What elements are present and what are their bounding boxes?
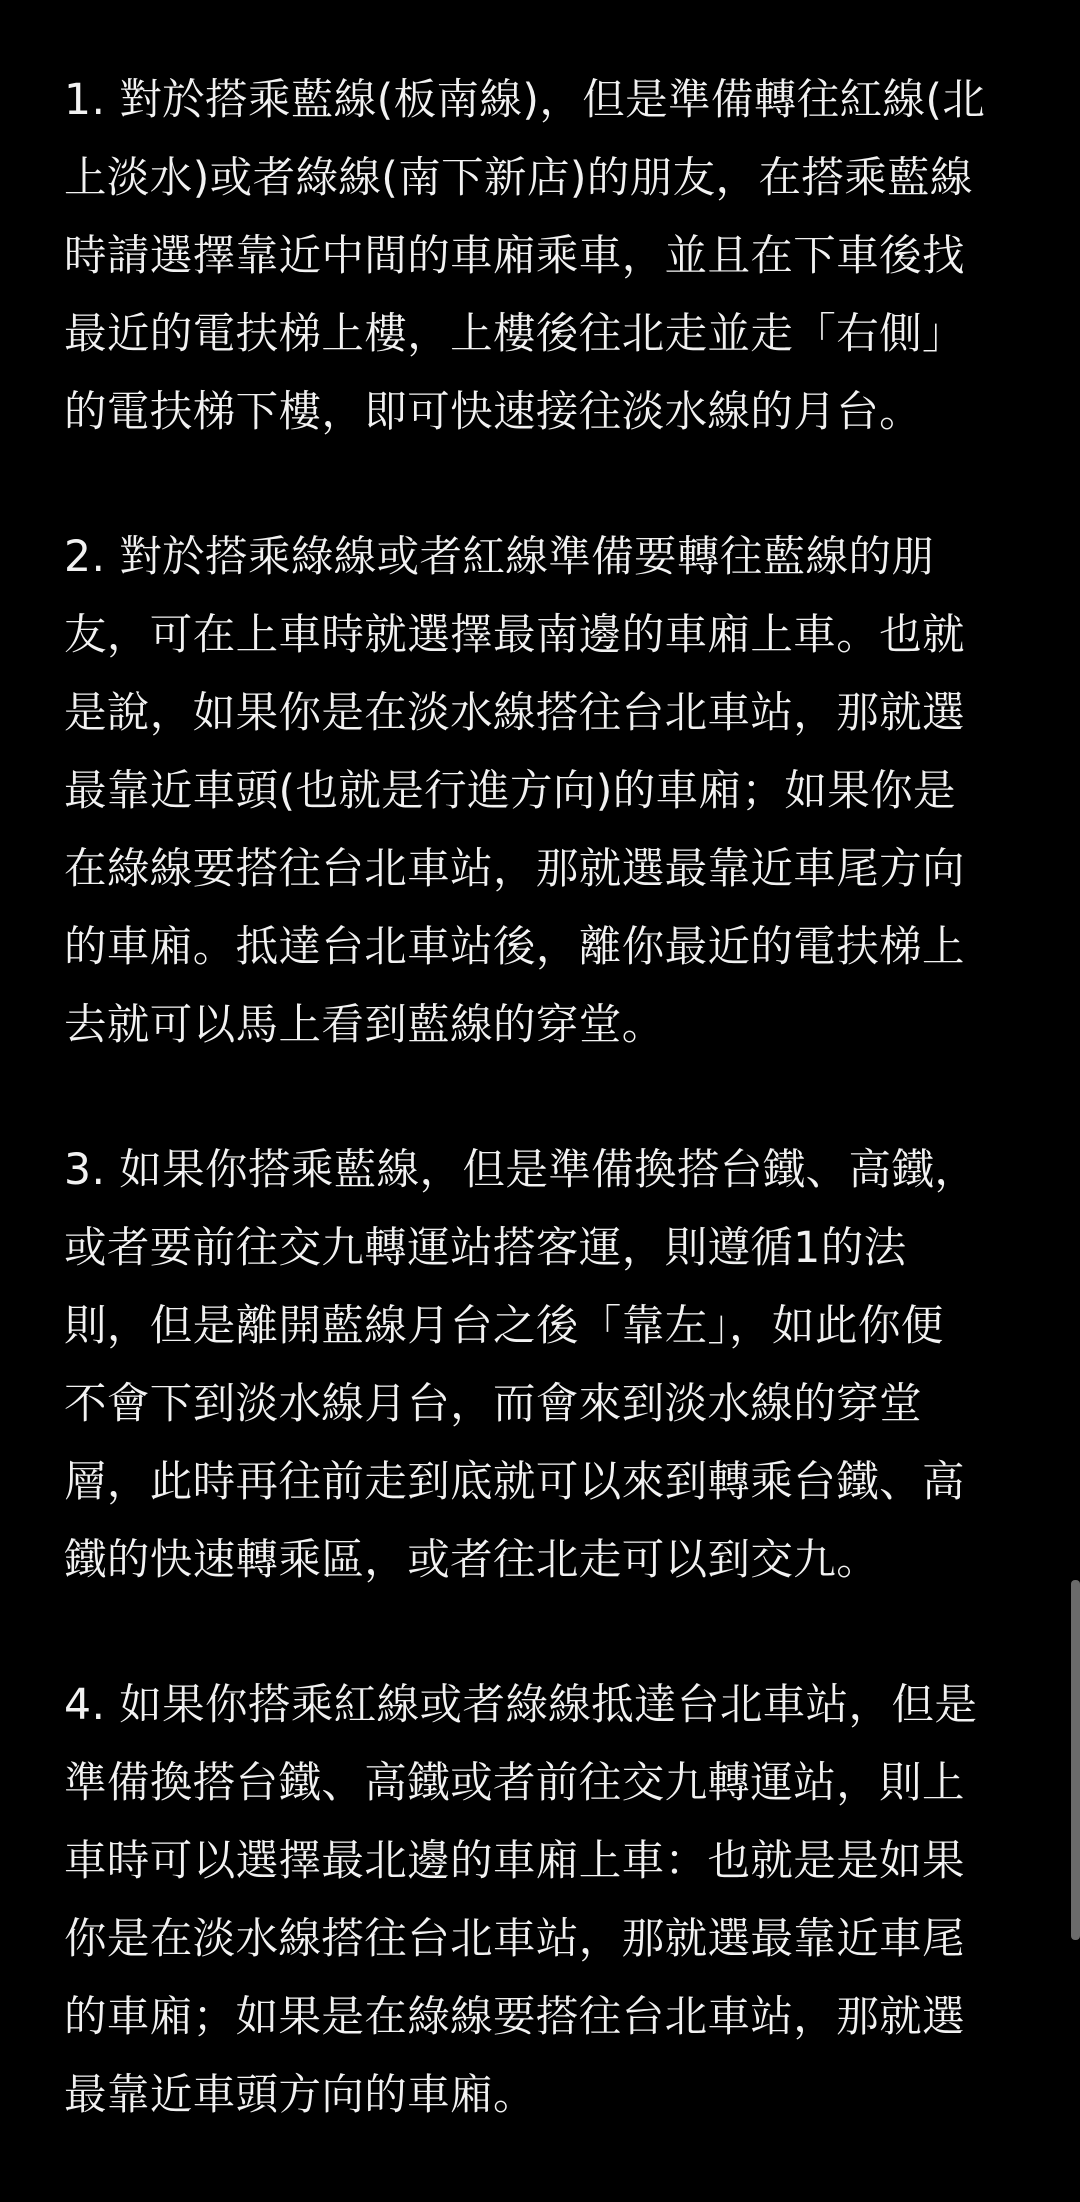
text-line: 你是在淡水線搭往台北車站，那就選最靠近車尾 <box>64 1915 965 1964</box>
paragraph-2 <box>64 519 1024 1065</box>
text-line: 的車廂；如果是在綠線要搭往台北車站，那就選 <box>64 1993 965 2042</box>
text-line: 層，此時再往前走到底就可以來到轉乘台鐵、高 <box>64 1458 965 1507</box>
text-line: 準備換搭台鐵、高鐵或者前往交九轉運站，則上 <box>64 1759 965 1808</box>
text-line: 3. 如果你搭乘藍線，但是準備換搭台鐵、高鐵， <box>64 1146 978 1195</box>
text-line: 或者要前往交九轉運站搭客運，則遵循1的法 <box>64 1224 907 1273</box>
text-line: 1. 對於搭乘藍線(板南線)，但是準備轉往紅線(北 <box>64 76 986 125</box>
text-line: 2. 對於搭乘綠線或者紅線準備要轉往藍線的朋 <box>64 533 935 582</box>
text-line: 去就可以馬上看到藍線的穿堂。 <box>64 1001 665 1050</box>
text-line: 最靠近車頭(也就是行進方向)的車廂；如果你是 <box>64 767 956 816</box>
text-line: 最近的電扶梯上樓，上樓後往北走並走「右側」 <box>64 310 965 359</box>
article-body <box>64 62 1024 2202</box>
text-line: 的電扶梯下樓，即可快速接往淡水線的月台。 <box>64 388 923 437</box>
text-line: 最靠近車頭方向的車廂。 <box>64 2071 536 2120</box>
paragraph-4 <box>64 1667 1024 2135</box>
text-line: 時請選擇靠近中間的車廂乘車，並且在下車後找 <box>64 232 965 281</box>
text-line: 友，可在上車時就選擇最南邊的車廂上車。也就 <box>64 611 965 660</box>
text-line: 不會下到淡水線月台，而會來到淡水線的穿堂 <box>64 1380 923 1429</box>
text-line: 在綠線要搭往台北車站，那就選最靠近車尾方向 <box>64 845 965 894</box>
text-line: 的車廂。抵達台北車站後，離你最近的電扶梯上 <box>64 923 965 972</box>
paragraph-3 <box>64 1132 1024 1600</box>
text-line: 鐵的快速轉乘區，或者往北走可以到交九。 <box>64 1536 880 1585</box>
text-line: 是說，如果你是在淡水線搭往台北車站，那就選 <box>64 689 965 738</box>
text-line: 車時可以選擇最北邊的車廂上車：也就是是如果 <box>64 1837 965 1886</box>
text-line: 則，但是離開藍線月台之後「靠左」，如此你便 <box>64 1302 944 1351</box>
text-line: 上淡水)或者綠線(南下新店)的朋友，在搭乘藍線 <box>64 154 973 203</box>
scrollbar-thumb[interactable] <box>1071 1580 1080 1940</box>
text-line: 4. 如果你搭乘紅線或者綠線抵達台北車站，但是 <box>64 1681 978 1730</box>
paragraph-1 <box>64 62 1024 452</box>
